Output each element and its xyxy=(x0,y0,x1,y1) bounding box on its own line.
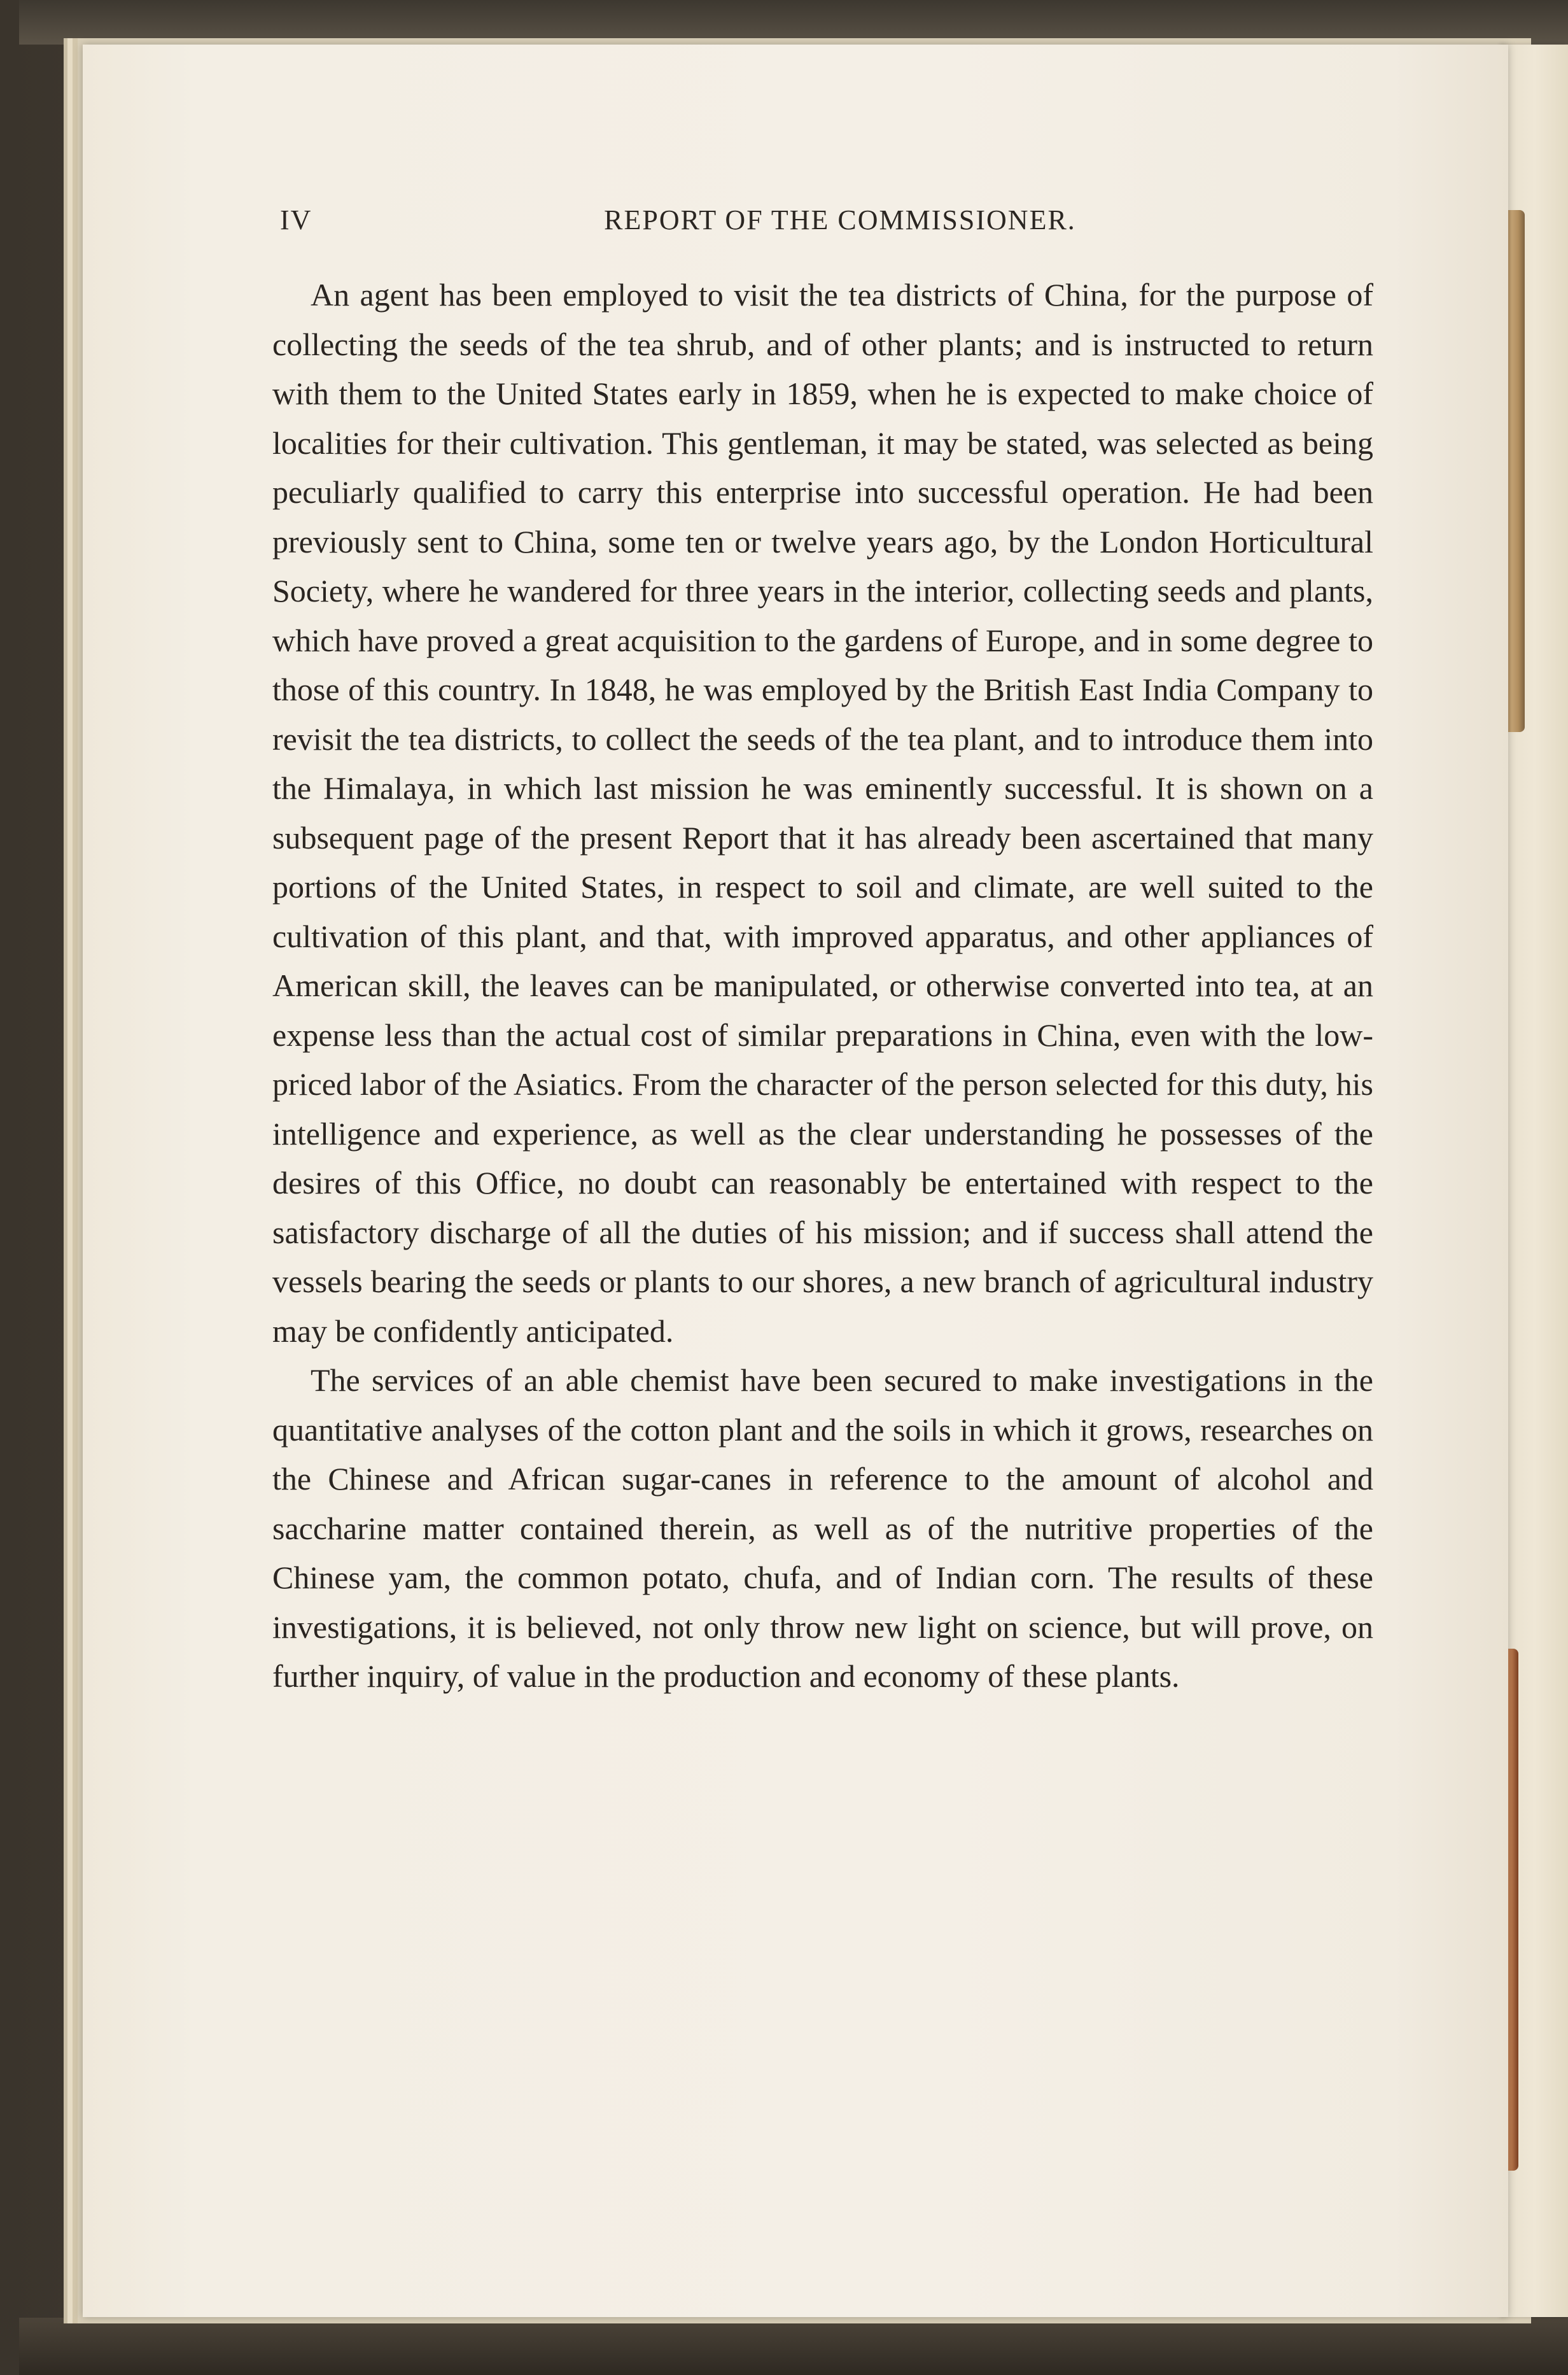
page-header xyxy=(280,204,1375,242)
page-number: IV xyxy=(280,204,312,236)
paragraph-tea-agent: An agent has been employed to visit the tea districts of China, for the purpose of collecting the seeds of the tea shrub, and of other plants; and is instructed to return with them to the United States early in 1859, when he is expected to make choice of localities for their cultivation. This gentleman, it may be stated, was selected as being peculiarly qualified to carry this enterprise into successful operation. He had been previously sent to China, some ten or twelve years ago, by the London Horticultural Society, where he wandered for three years in the interior, collecting seeds and plants, which have proved a great acquisition to the gardens of Europe, and in some degree to those of this country. In 1848, he was employed by the British East India Company to revisit the tea districts, to collect the seeds of the tea plant, and to introduce them into the Himalaya, in which last mission he was eminently successful. It is shown on a subsequent page of the present Report that it has already been ascertained that many portions of the United States, in respect to soil and climate, are well suited to the cultivation of this plant, and that, with improved apparatus, and other appliances of American skill, the leaves can be manipulated, or otherwise converted into tea, at an expense less than the actual cost of similar preparations in China, even with the low-priced labor of the Asiatics. From the character of the person selected for this duty, his intelligence and experience, as well as the clear understanding he possesses of the desires of this Office, no doubt can reasonably be entertained with respect to the satisfactory discharge of all the duties of his mission; and if success shall attend the vessels bearing the seeds or plants to our shores, a new branch of agricultural industry may be confidently anticipated. xyxy=(272,277,1373,1349)
body-text xyxy=(272,271,1373,1702)
paragraph-chemist: The services of an able chemist have been secured to make investigations in the quantitative analyses of the cotton plant and the soils in which it grows, researches on the Chinese and African sugar-canes in reference to the amount of alcohol and saccharine matter contained therein, as well as of the nutritive properties of the Chinese yam, the common potato, chufa, and of Indian corn. The results of these investigations, it is believed, not only throw new light on science, but will prove, on further inquiry, of value in the production and economy of these plants. xyxy=(272,1362,1373,1694)
cover-bottom-edge xyxy=(19,2318,1568,2375)
running-title: REPORT OF THE COMMISSIONER. xyxy=(604,204,1076,236)
